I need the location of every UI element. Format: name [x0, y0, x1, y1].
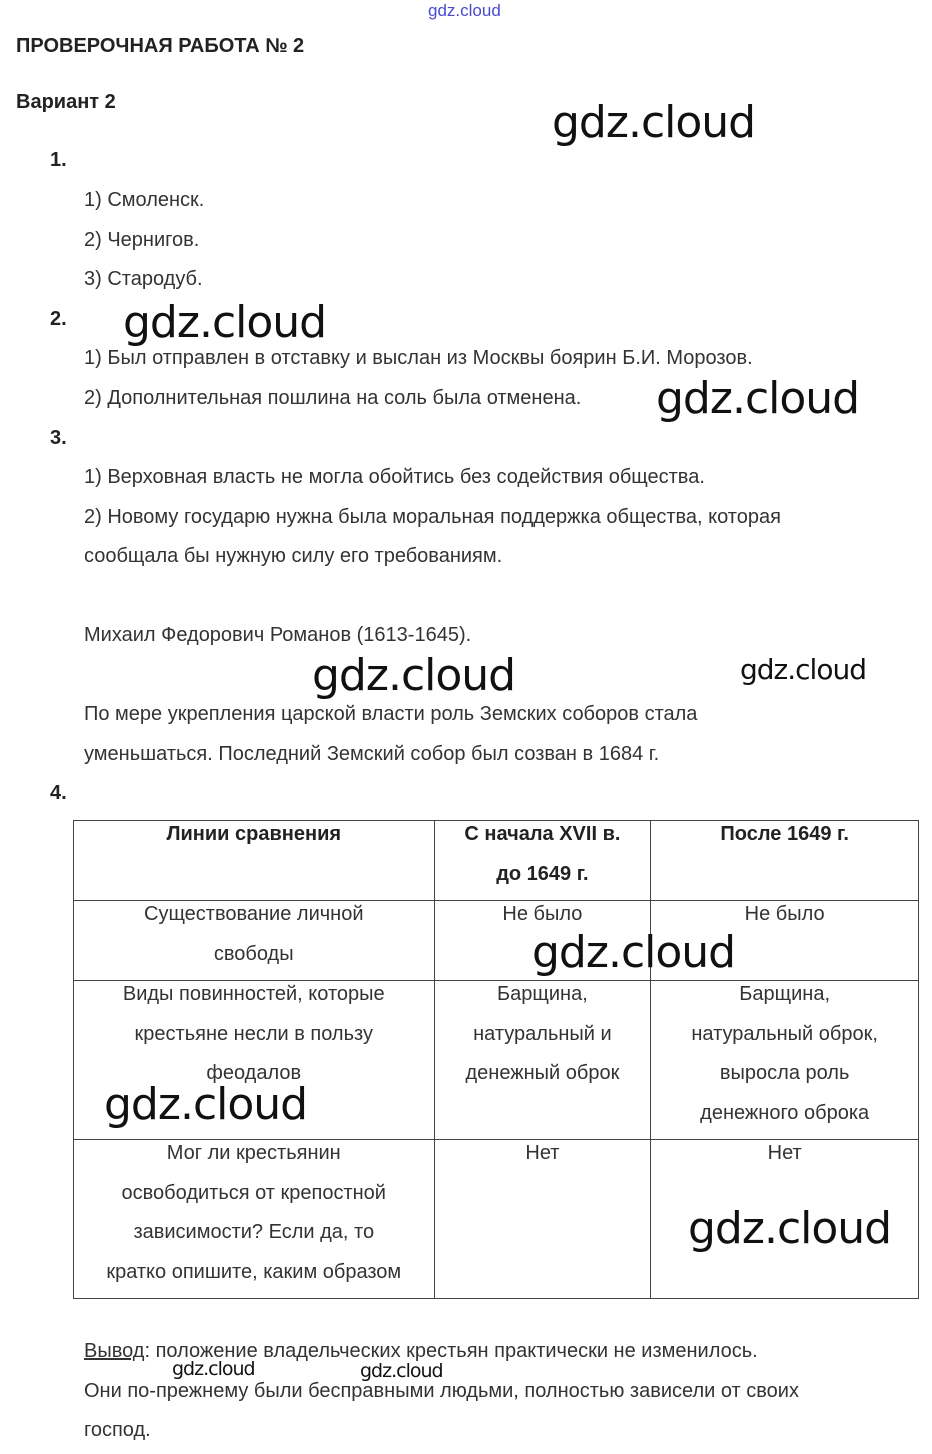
table-cell: Не было: [434, 901, 651, 981]
answer-line: 2) Дополнительная пошлина на соль была отменена.: [84, 387, 582, 409]
question-number: 2.: [50, 308, 67, 330]
table-cell: Не было: [651, 901, 919, 981]
watermark: gdz.cloud: [104, 1079, 308, 1130]
table-cell: Барщина, натуральный оброк, выросла роль денежного оброка: [651, 981, 919, 1140]
table-cell: Нет: [434, 1140, 651, 1299]
answer-line: 3) Стародуб.: [84, 268, 203, 290]
watermark: gdz.cloud: [123, 297, 327, 348]
watermark: gdz.cloud: [172, 1358, 255, 1380]
table-cell: Барщина, натуральный и денежный оброк: [434, 981, 651, 1140]
answer-line: 2) Новому государю нужна была моральная поддержка общества, которая: [84, 506, 781, 528]
watermark: gdz.cloud: [740, 653, 866, 686]
watermark: gdz.cloud: [360, 1360, 443, 1382]
question-number: 1.: [50, 149, 67, 171]
table-cell: Виды повинностей, которые крестьяне несли в пользу феодалов: [74, 981, 435, 1140]
watermark: gdz.cloud: [552, 97, 756, 148]
conclusion-line: господ.: [84, 1419, 151, 1441]
header-cell: С начала XVII в. до 1649 г.: [434, 821, 651, 901]
watermark-top: gdz.cloud: [428, 1, 501, 20]
answer-line: 2) Чернигов.: [84, 229, 200, 251]
answer-line: 1) Был отправлен в отставку и выслан из Москвы боярин Б.И. Морозов.: [84, 347, 753, 369]
watermark: gdz.cloud: [656, 373, 860, 424]
answer-line: 1) Смоленск.: [84, 189, 205, 211]
page-title: ПРОВЕРОЧНАЯ РАБОТА № 2: [16, 35, 305, 57]
conclusion-line: Вывод: положение владельческих крестьян практически не изменилось.: [84, 1340, 758, 1362]
question-number: 4.: [50, 782, 67, 804]
table-cell: Существование личной свободы: [74, 901, 435, 981]
header-cell: Линии сравнения: [74, 821, 435, 901]
table-header-row: [74, 821, 919, 901]
table-cell: Нет: [651, 1140, 919, 1299]
answer-line: сообщала бы нужную силу его требованиям.: [84, 545, 503, 567]
watermark: gdz.cloud: [532, 927, 736, 978]
table-cell: Мог ли крестьянин освободиться от крепостной зависимости? Если да, то кратко опишите, каким образом: [74, 1140, 435, 1299]
tsar-line: Михаил Федорович Романов (1613-1645).: [84, 624, 472, 646]
header-cell: После 1649 г.: [651, 821, 919, 901]
variant-heading: Вариант 2: [16, 91, 116, 113]
conclusion-label: Вывод: [84, 1340, 145, 1362]
question-number: 3.: [50, 427, 67, 449]
table-row: [74, 901, 919, 981]
answer-line: 1) Верховная власть не могла обойтись без содействия общества.: [84, 466, 705, 488]
answer-line: По мере укрепления царской власти роль Земских соборов стала: [84, 703, 698, 725]
watermark: gdz.cloud: [312, 650, 516, 701]
conclusion-line: Они по-прежнему были бесправными людьми, полностью зависели от своих: [84, 1380, 799, 1402]
answer-line: уменьшаться. Последний Земский собор был созван в 1684 г.: [84, 743, 660, 765]
watermark: gdz.cloud: [688, 1203, 892, 1254]
